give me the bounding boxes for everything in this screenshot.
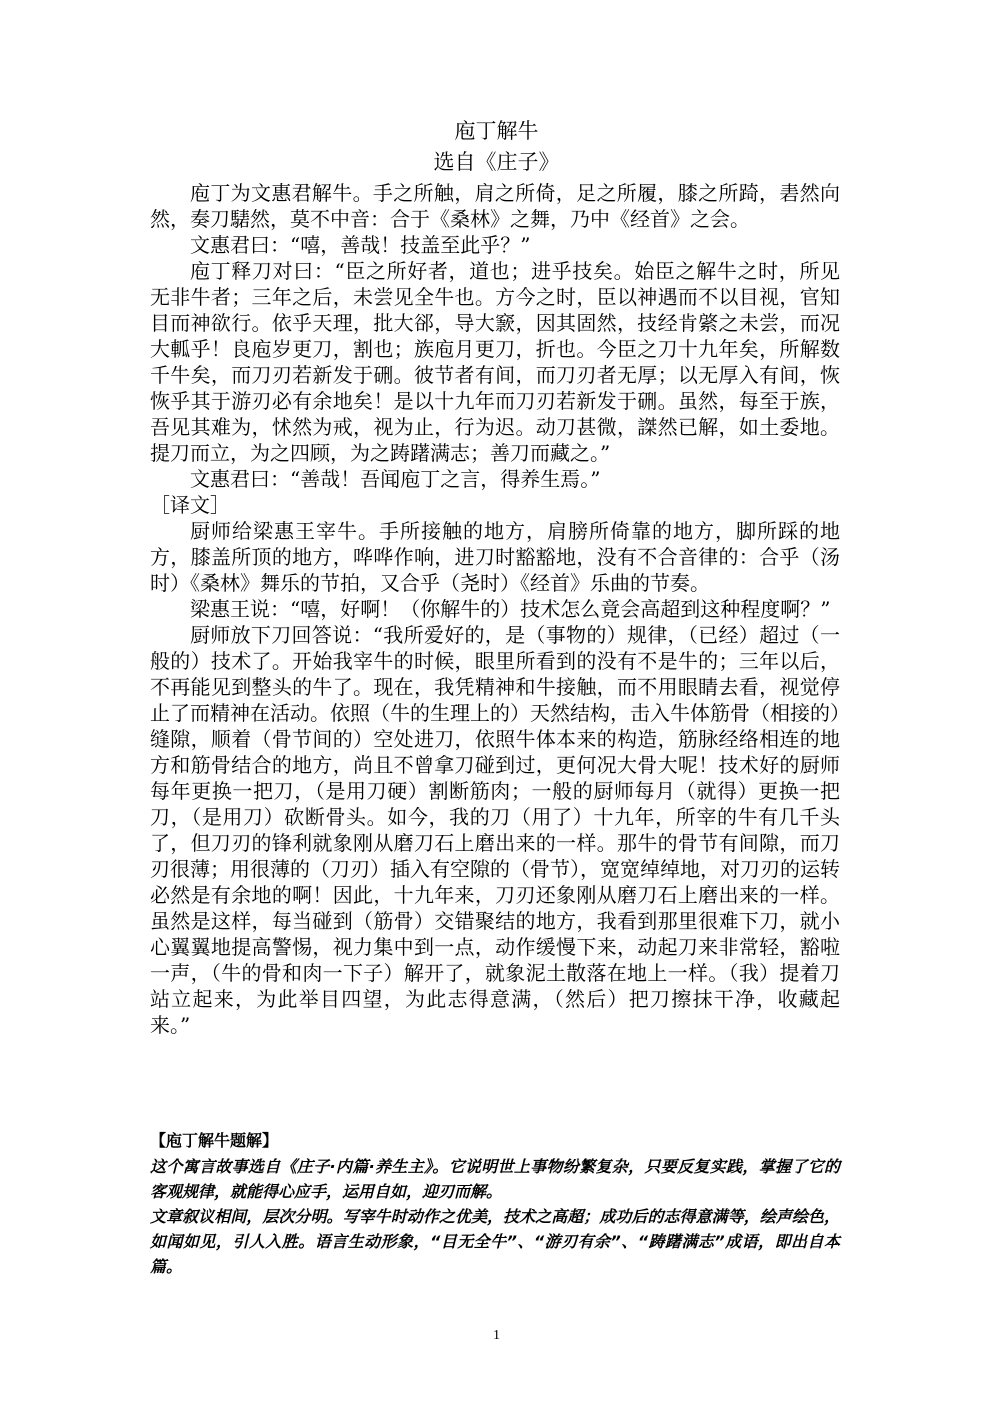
page-number: 1 (493, 1328, 500, 1343)
note-paragraph-1: 这个寓言故事选自《庄子·内篇·养生主》。它说明世上事物纷繁复杂，只要反复实践，掌握了它的客观规律，就能得心应手，运用自如，迎刃而解。 (150, 1157, 840, 1201)
original-paragraph-2: 文惠君曰：“嘻，善哉！技盖至此乎？” (190, 233, 531, 257)
translation-label: ［译文］ (150, 493, 230, 517)
note-heading: 【庖丁解牛题解】 (150, 1131, 279, 1150)
original-paragraph-1: 庖丁为文惠君解牛。手之所触，肩之所倚，足之所履，膝之所踦，砉然向然，奏刀騞然，莫不中音：合于《桑林》之舞，乃中《经首》之会。 (150, 181, 840, 231)
document-subtitle: 选自《庄子》 (433, 150, 560, 174)
translation-paragraph-2: 梁惠王说：“嘻，好啊！（你解牛的）技术怎么竟会高超到这种程度啊？” (190, 597, 831, 621)
original-paragraph-4: 文惠君曰：“善哉！吾闻庖丁之言，得养生焉。” (190, 467, 601, 491)
translation-paragraph-3: 厨师放下刀回答说：“我所爱好的，是（事物的）规律，（已经）超过（一般的）技术了。开始我宰牛的时候，眼里所看到的没有不是牛的；三年以后，不再能见到整头的牛了。现在，我凭精神和牛接触，而不用眼睛去看，视觉停止了而精神在活动。依照（牛的生理上的）天然结构，击入牛体筋骨（相接的）缝隙，顺着（骨节间的）空处进刀，依照牛体本来的构造，筋脉经络相连的地方和筋骨结合的地方，尚且不曾拿刀碰到过，更何况大骨大呢！技术好的厨师每年更换一把刀，（是用刀硬）割断筋肉；一般的厨师每月（就得）更换一把刀，（是用刀）砍断骨头。如今，我的刀（用了）十九年，所宰的牛有几千头了，但刀刃的锋利就象刚从磨刀石上磨出来的一样。那牛的骨节有间隙，而刀刃很薄；用很薄的（刀刃）插入有空隙的（骨节），宽宽绰绰地，对刀刃的运转必然是有余地的啊！因此，十九年来，刀刃还象刚从磨刀石上磨出来的一样。虽然是这样，每当碰到（筋骨）交错聚结的地方，我看到那里很难下刀，就小心翼翼地提高警惕，视力集中到一点，动作缓慢下来，动起刀来非常轻，豁啦一声，（牛的骨和肉一下子）解开了，就象泥土散落在地上一样。（我）提着刀站立起来，为此举目四望，为此志得意满，（然后）把刀擦抹干净，收藏起来。” (150, 623, 840, 1037)
original-paragraph-3: 庖丁释刀对曰：“臣之所好者，道也；进乎技矣。始臣之解牛之时，所见无非牛者；三年之后，未尝见全牛也。方今之时，臣以神遇而不以目视，官知目而神欲行。依乎天理，批大郤，导大窾，因其固然，技经肯綮之未尝，而况大軱乎！良庖岁更刀，割也；族庖月更刀，折也。今臣之刀十九年矣，所解数千牛矣，而刀刃若新发于硎。彼节者有间，而刀刃者无厚；以无厚入有间，恢恢乎其于游刃必有余地矣！是以十九年而刀刃若新发于硎。虽然，每至于族，吾见其难为，怵然为戒，视为止，行为迟。动刀甚微，謋然已解，如土委地。提刀而立，为之四顾，为之踌躇满志；善刀而藏之。” (150, 259, 840, 465)
original-text (150, 180, 840, 492)
document-title: 庖丁解牛 (454, 119, 539, 143)
translation-section (150, 492, 840, 1038)
translation-paragraph-1: 厨师给梁惠王宰牛。手所接触的地方，肩膀所倚靠的地方，脚所踩的地方，膝盖所顶的地方，哗哗作响，进刀时豁豁地，没有不合音律的：合乎（汤时）《桑林》舞乐的节拍，又合乎（尧时）《经首》乐曲的节奏。 (150, 519, 840, 595)
note-paragraph-2: 文章叙议相间，层次分明。写宰牛时动作之优美，技术之高超；成功后的志得意满等，绘声绘色，如闻如见，引人入胜。语言生动形象，“目无全牛”、“游刃有余”、“踌躇满志”成语，即出自本篇。 (150, 1207, 840, 1276)
analysis-note (150, 1128, 840, 1279)
